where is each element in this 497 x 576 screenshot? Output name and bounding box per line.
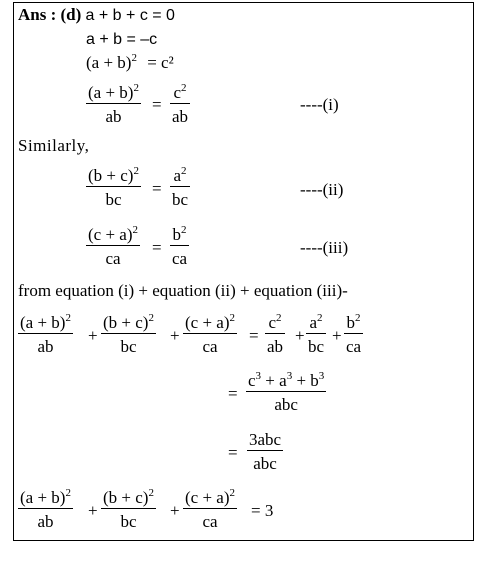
eq3-rhs-denominator: ca xyxy=(172,249,188,268)
equals-sign: = xyxy=(152,179,162,198)
exponent: 2 xyxy=(65,312,71,324)
from-equation-line: from equation (i) + equation (ii) + equation (iii)- xyxy=(18,281,348,300)
exponent: 2 xyxy=(355,312,361,324)
eq3-tag: ----(iii) xyxy=(300,238,349,257)
cubic-denominator: abc xyxy=(274,395,298,414)
exponent: 3 xyxy=(255,370,262,382)
eq2-rhs-fraction xyxy=(170,166,190,210)
final-term1-numerator: (a + b) xyxy=(20,488,66,507)
sum-rhs2-fraction xyxy=(306,313,326,357)
sum-term1-denominator: ab xyxy=(37,337,54,356)
eq1-lhs-fraction xyxy=(86,83,141,127)
exponent: 2 xyxy=(133,165,139,177)
exponent: 2 xyxy=(229,487,236,499)
eq1-rhs-denominator: ab xyxy=(172,107,189,126)
final-result: = 3 xyxy=(251,501,274,520)
sum-rhs3-denominator: ca xyxy=(346,337,362,356)
similarly-text: Similarly, xyxy=(18,136,90,155)
equals-sign: = xyxy=(228,443,238,462)
plus-sign: + xyxy=(88,501,98,520)
eq2-rhs-numerator: a xyxy=(173,166,182,185)
exponent: 3 xyxy=(318,370,325,382)
eq1-tag: ----(i) xyxy=(300,95,339,114)
exponent: 2 xyxy=(229,312,236,324)
eq2-lhs-numerator: (b + c) xyxy=(88,166,134,185)
eq2-lhs-fraction xyxy=(86,166,141,210)
exponent: 2 xyxy=(317,312,323,324)
eq3-lhs-fraction xyxy=(86,225,140,269)
sum-term2-denominator: bc xyxy=(120,337,137,356)
sum-rhs3-numerator: b xyxy=(346,313,356,332)
final-term3-denominator: ca xyxy=(202,512,218,531)
step2 xyxy=(86,53,174,73)
step1: a + b = –c xyxy=(86,31,158,48)
exponent: 2 xyxy=(181,165,187,177)
plus-sign: + xyxy=(88,326,98,345)
cubic-fraction xyxy=(246,371,326,415)
plus-sign: + xyxy=(170,501,180,520)
eq1-rhs-fraction xyxy=(170,83,190,127)
final-term2-fraction xyxy=(101,488,156,532)
eq2-lhs-denominator: bc xyxy=(105,190,122,209)
plus-sign: + xyxy=(332,326,342,345)
eq1-lhs-numerator: (a + b) xyxy=(88,83,134,102)
final-term2-denominator: bc xyxy=(120,512,137,531)
eq1-rhs-numerator: c xyxy=(173,83,182,102)
step2-lhs: (a + b) xyxy=(86,53,132,72)
final-term3-fraction xyxy=(183,488,237,532)
eq3-lhs-numerator: (c + a) xyxy=(88,225,133,244)
equals-sign: = xyxy=(228,384,238,403)
final-term1-fraction xyxy=(18,488,73,532)
exponent: 2 xyxy=(132,224,139,236)
exponent: 2 xyxy=(276,312,282,324)
sum-term3-fraction xyxy=(183,313,237,357)
exponent: 2 xyxy=(65,487,71,499)
sum-term1-numerator: (a + b) xyxy=(20,313,66,332)
equals-sign: = xyxy=(152,238,162,257)
step2-rhs: = c² xyxy=(147,53,174,72)
answer-label: Ans : (d) xyxy=(18,5,82,24)
exponent: 2 xyxy=(133,82,139,94)
three-abc-numerator: 3abc xyxy=(249,430,282,449)
exponent: 2 xyxy=(181,224,187,236)
answer-line xyxy=(18,5,175,26)
exponent: 2 xyxy=(181,82,187,94)
sum-term2-fraction xyxy=(101,313,156,357)
sum-rhs1-fraction xyxy=(265,313,285,357)
exponent: 2 xyxy=(148,487,154,499)
eq3-lhs-denominator: ca xyxy=(105,249,121,268)
equals-sign: = xyxy=(249,326,259,345)
plus-sign: + xyxy=(295,326,305,345)
sum-rhs3-fraction xyxy=(344,313,363,357)
premise: a + b + c = 0 xyxy=(85,7,175,24)
exponent: 2 xyxy=(148,312,154,324)
eq2-tag: ----(ii) xyxy=(300,180,344,199)
cubic-numerator: $c^3 + a^3 + b^3$ xyxy=(248,370,325,390)
eq3-rhs-numerator: b xyxy=(172,225,182,244)
three-abc-fraction xyxy=(247,430,283,474)
final-term3-numerator: (c + a) xyxy=(185,488,230,507)
sum-term2-numerator: (b + c) xyxy=(103,313,149,332)
exponent: 2 xyxy=(131,52,137,64)
final-term1-denominator: ab xyxy=(37,512,54,531)
eq1-lhs-denominator: ab xyxy=(105,107,122,126)
three-abc-denominator: abc xyxy=(253,454,277,473)
sum-term1-fraction xyxy=(18,313,73,357)
sum-term3-numerator: (c + a) xyxy=(185,313,230,332)
equals-sign: = xyxy=(152,95,162,114)
sum-rhs1-numerator: c xyxy=(268,313,277,332)
sum-rhs1-denominator: ab xyxy=(267,337,284,356)
answer-box xyxy=(13,2,474,541)
sum-rhs2-denominator: bc xyxy=(308,337,325,356)
final-term2-numerator: (b + c) xyxy=(103,488,149,507)
plus-sign: + xyxy=(170,326,180,345)
sum-rhs2-numerator: a xyxy=(309,313,318,332)
eq2-rhs-denominator: bc xyxy=(172,190,189,209)
eq3-rhs-fraction xyxy=(170,225,189,269)
exponent: 3 xyxy=(286,370,293,382)
sum-term3-denominator: ca xyxy=(202,337,218,356)
